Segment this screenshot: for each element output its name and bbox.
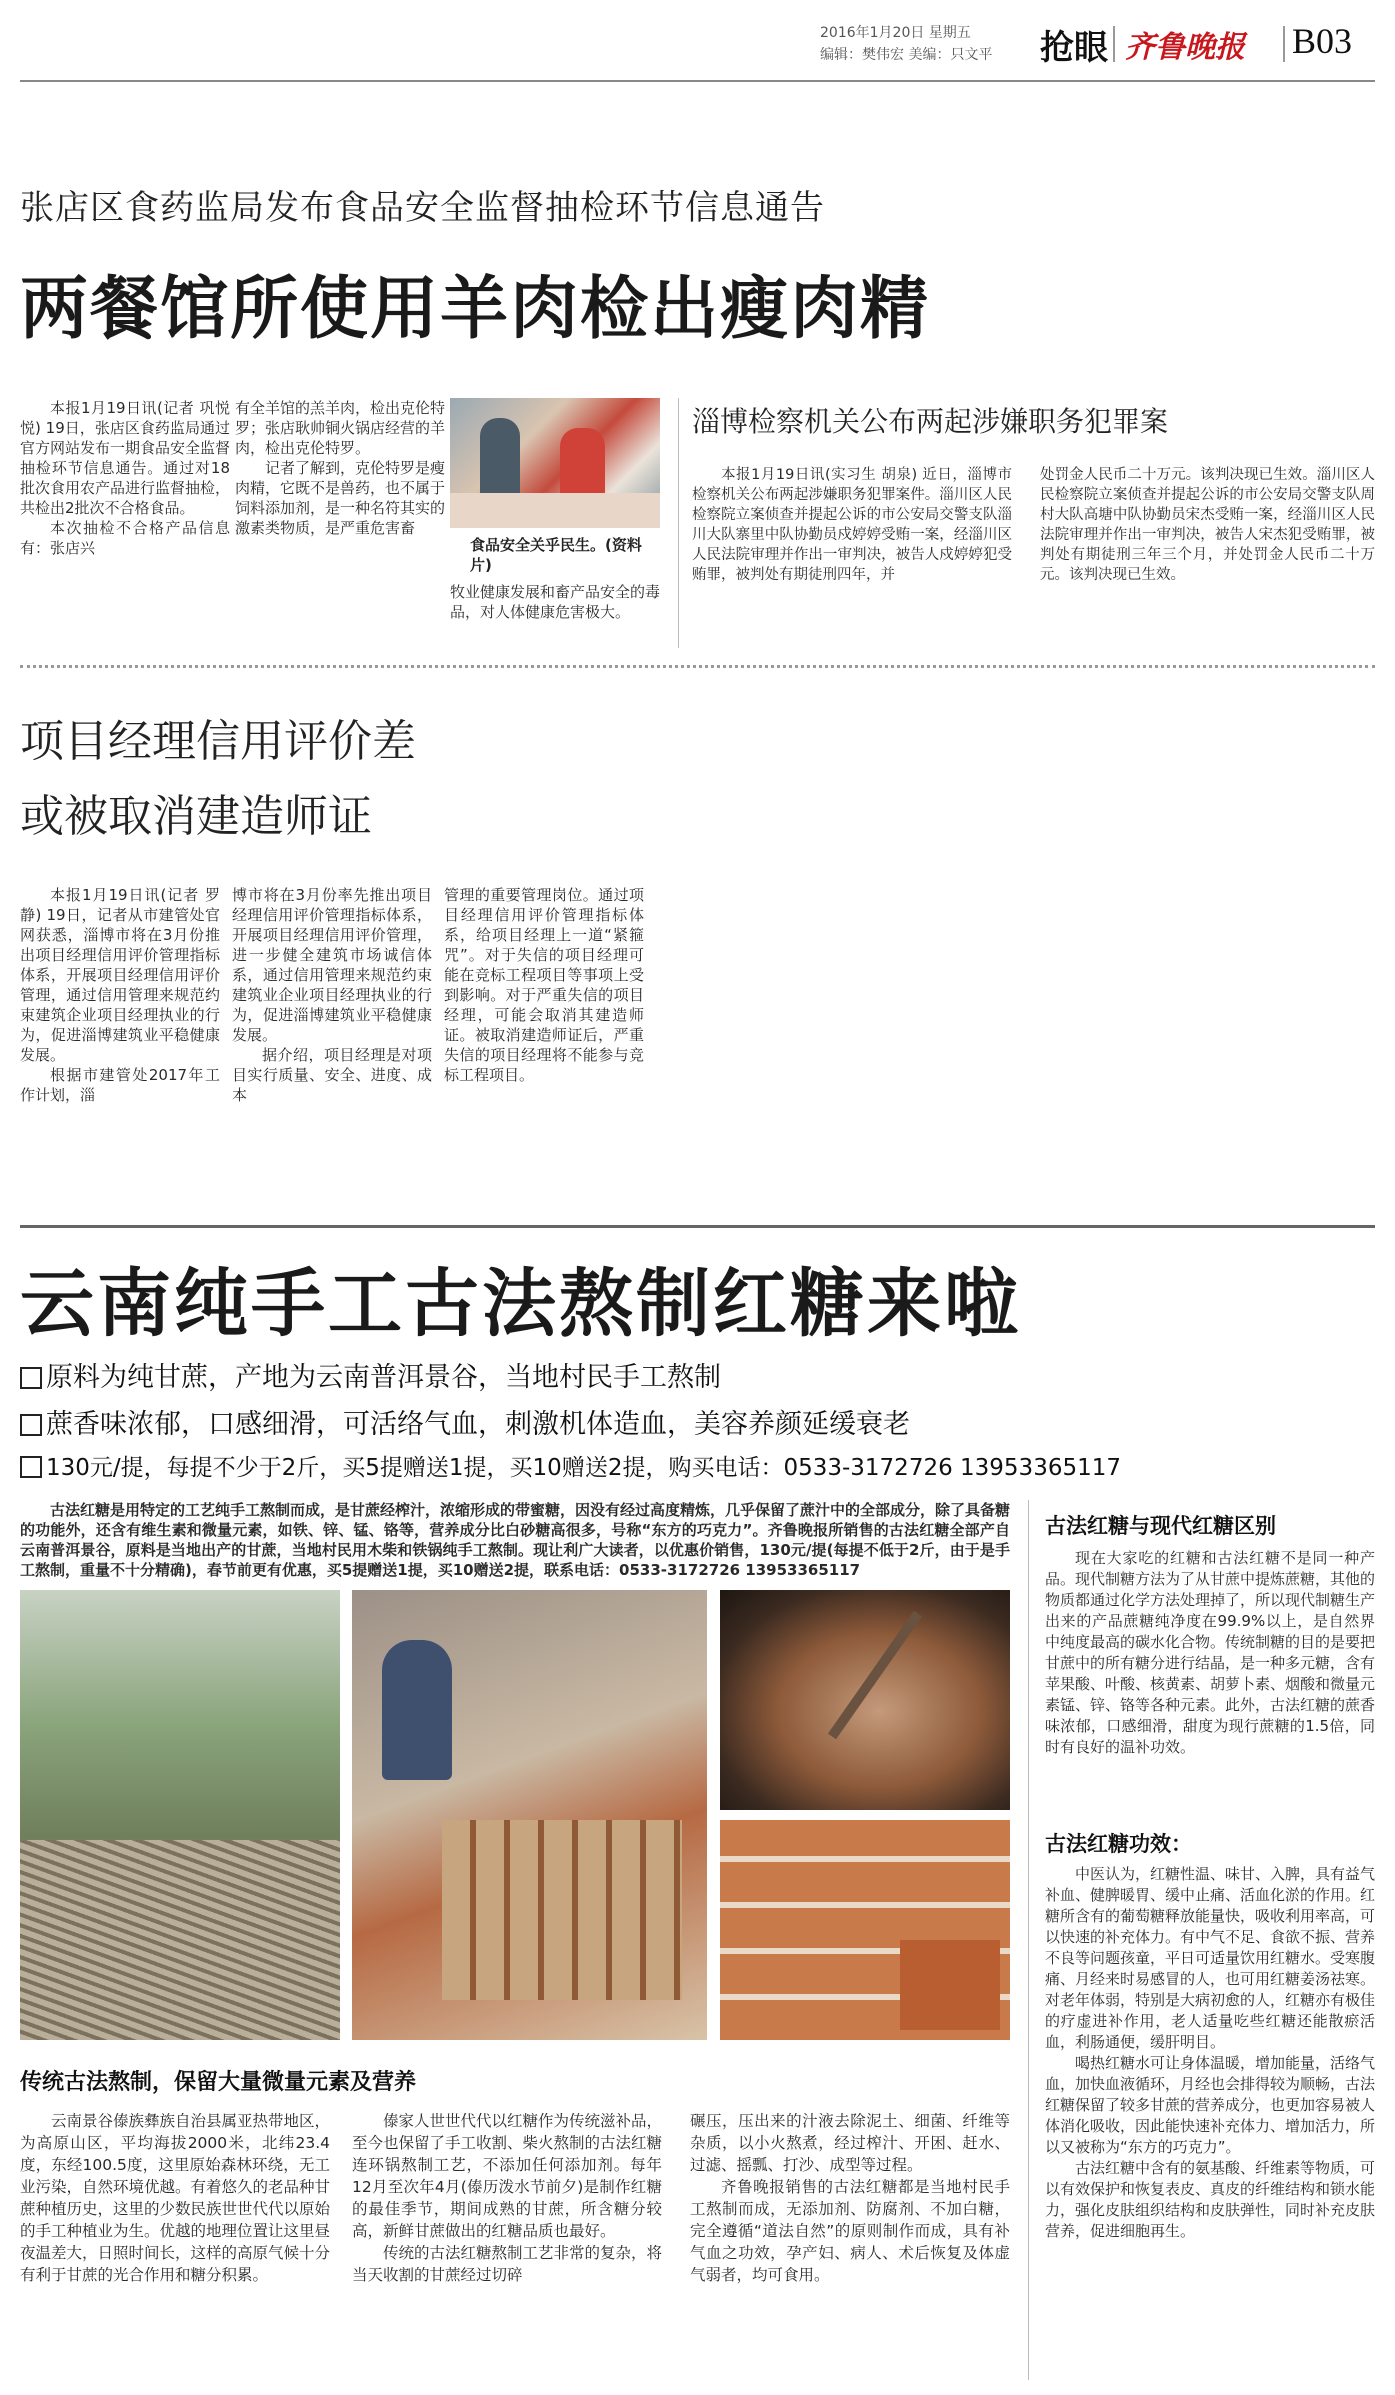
story3-col2: [232, 885, 432, 1105]
ad-body-col2: [352, 2110, 662, 2286]
ad-body-col2-text-b: 传统的古法红糖熬制工艺非常的复杂，将当天收割的甘蔗经过切碎: [352, 2244, 663, 2284]
cut-cane-pile: [20, 1840, 340, 2040]
checkbox-icon: [20, 1367, 42, 1389]
section-name: 抢眼: [1040, 28, 1108, 68]
photo-caption: 食品安全关乎民生。(资料片): [470, 536, 642, 574]
stirring-stick: [828, 1611, 922, 1740]
ad-body-col2-text: 傣家人世世代代以红糖作为传统滋补品，至今也保留了手工收割、柴火熬制的古法红糖连环锅熬制工艺，不添加任何添加剂。每年12月至次年4月(傣历泼水节前夕)是制作红糖的最佳季节，期间成熟的甘蔗，所含糖分较高，新鲜甘蔗做出的红糖品质也最好。: [352, 2112, 663, 2240]
sidebar-text-2-p1: 中医认为，红糖性温、味甘、入脾，具有益气补血、健脾暖胃、缓中止痛、活血化淤的作用。红糖所含有的葡萄糖释放能量快，吸收利用率高，可以快速的补充体力。有中气不足、食欲不振、营养不良等问题孩童，平日可适量饮用红糖水。受寒腹痛、月经来时易感冒的人，也可用红糖姜汤祛寒。对老年体弱，特别是大病初愈的人，红糖亦有极佳的疗虚进补作用，老人适量吃些红糖还能散瘀活血，利肠通便，缓肝明目。: [1045, 1865, 1376, 2051]
ad-body-col3-text: 碾压，压出来的汁液去除泥土、细菌、纤维等杂质，以小火熬煮，经过榨汁、开困、赶水、过滤、摇瓢、打沙、成型等过程。: [690, 2112, 1010, 2174]
ad-body-col1-text: 云南景谷傣族彝族自治县属亚热带地区，为高原山区，平均海拔2000米，北纬23.4度，东经100.5度，这里原始森林环绕，无工业污染，自然环境优越。有着悠久的老品种甘蔗种植历史，这里的少数民族世世代代以原始的手工种植业为生。优越的地理位置让这里昼夜温差大，日照时间长，这样的高原气候十分有利于甘蔗的光合作用和糖分积累。: [20, 2112, 331, 2284]
header-rule: [20, 80, 1375, 82]
ad-bullet-2: [20, 1402, 910, 1441]
sidebar-title-1: 古法红糖与现代红糖区别: [1045, 1514, 1276, 1538]
boiling-pot-photo: [720, 1590, 1010, 1810]
story2-headline: 淄博检察机关公布两起涉嫌职务犯罪案: [692, 405, 1169, 438]
checkbox-icon: [20, 1414, 42, 1436]
sidebar-text-2-p2: 喝热红糖水可让身体温暖，增加能量，活络气血，加快血液循环，月经也会排得较为顺畅，古法红糖保留了较多甘蔗的营养成分，也更加容易被人体消化吸收，因此能快速补充体力、增加活力，所以又被称为“东方的巧克力”。: [1045, 2054, 1376, 2156]
sugarcane-field-photo: [20, 1590, 340, 2040]
sidebar-text-1: [1045, 1548, 1375, 1758]
meat-counter: [450, 493, 660, 528]
story1-col1: [20, 398, 230, 558]
ad-bullet-3: [20, 1449, 1121, 1482]
sugar-block: [900, 1940, 1000, 2030]
sidebar-title-2: 古法红糖功效：: [1045, 1832, 1192, 1856]
story1-col1-text: 本报1月19日讯(记者 巩悦悦) 19日，张店区食药监局通过官方网站发布一期食品安全监督抽检环节信息通告。通过对18批次食用农产品进行监督抽检，共检出2批次不合格食品。: [20, 399, 231, 517]
worker-figure: [382, 1640, 452, 1780]
story3-col3-text: 管理的重要管理岗位。通过项目经理信用评价管理指标体系，给项目经理上一道“紧箍咒”。对于失信的项目经理可能在竞标工程项目等事项上受到影响。对于严重失信的项目经理，可能会取消其建造师证。被取消建造师证后，严重失信的项目经理将不能参与竞标工程项目。: [444, 886, 644, 1084]
market-photo: [450, 398, 660, 528]
story3-col1-text-b: 根据市建管处2017年工作计划，淄: [20, 1066, 220, 1104]
editors-line: 编辑：樊伟宏 美编：只文平: [820, 47, 993, 63]
sidebar-text-2-p3: 古法红糖中含有的氨基酸、纤维素等物质，可以有效保护和恢复表皮、真皮的纤维结构和锁水能力，强化皮肤组织结构和皮肤弹性，同时补充皮肤营养，促进细胞再生。: [1045, 2159, 1376, 2240]
story1-col2: [235, 398, 445, 538]
ad-body-col3: [690, 2110, 1010, 2286]
story2-col1: [692, 465, 1012, 585]
story3-headline-line1: 项目经理信用评价差: [20, 716, 416, 767]
story3-col2-text: 博市将在3月份率先推出项目经理信用评价管理指标体系，开展项目经理信用评价管理，进一步健全建筑市场诚信体系，通过信用管理来规范约束建筑业企业项目经理执业的行为，促进淄博建筑业平稳健康发展。: [232, 886, 432, 1044]
page-header: [0, 0, 1395, 75]
ad-body-col1: [20, 2110, 330, 2286]
story1-col3-text: 牧业健康发展和畜产品安全的毒品，对人体健康危害极大。: [450, 583, 661, 621]
story2-col2-text: 处罚金人民币二十万元。该判决现已生效。淄川区人民检察院立案侦查并提起公诉的市公安局交警支队周村大队高塘中队协勤员宋杰受贿一案，经淄川区人民法院审理并作出一审判决，被告人宋杰犯受贿罪，被判处有期徒刑三年三个月，并处罚金人民币二十万元。该判决现已生效。: [1040, 467, 1375, 583]
story1-kicker: 张店区食药监局发布食品安全监督抽检环节信息通告: [20, 188, 825, 228]
story2-col2: [1040, 465, 1375, 585]
ad-bullet-2-text: 蔗香味浓郁，口感细滑，可活络气血，刺激机体造血，美容养颜延缓衰老: [46, 1409, 910, 1440]
wooden-molds: [442, 1820, 682, 2000]
ad-body-col3-text-b: 齐鲁晚报销售的古法红糖都是当地村民手工熬制而成，无添加剂、防腐剂、不加白糖，完全遵循“道法自然”的原则制作而成，具有补气血之功效，孕产妇、病人、术后恢复及体虚气弱者，均可食用。: [690, 2178, 1010, 2284]
ad-subheading: 传统古法熬制，保留大量微量元素及营养: [20, 2070, 417, 2095]
story1-col2-text-b: 记者了解到，克伦特罗是瘦肉精，它既不是兽药，也不属于饲料添加剂，是一种名符其实的激素类物质，是严重危害畜: [235, 459, 446, 537]
sidebar-text-2: [1045, 1864, 1375, 2242]
ad-intro-text: 古法红糖是用特定的工艺纯手工熬制而成，是甘蔗经榨汁，浓缩形成的带蜜糖，因没有经过高度精炼，几乎保留了蔗汁中的全部成分，除了具备糖的功能外，还含有维生素和微量元素，如铁、锌、锰、铬等，营养成分比白砂糖高很多，号称“东方的巧克力”。齐鲁晚报所销售的古法红糖全部产自云南普洱景谷，原料是当地出产的甘蔗，当地村民用木柴和铁锅纯手工熬制。现让利广大读者，以优惠价销售，130元/提(每提不低于2斤，由于是手工熬制，重量不十分精确)，春节前更有优惠，买5提赠送1提，买10赠送2提，联系电话：0533-3172726 13953365117: [20, 1501, 1011, 1579]
ad-bullet-1-text: 原料为纯甘蔗，产地为云南普洱景谷，当地村民手工熬制: [46, 1362, 721, 1393]
newspaper-logo: 齐鲁晚报: [1125, 30, 1245, 65]
molding-sugar-photo: [352, 1590, 707, 2040]
story1-headline: 两餐馆所使用羊肉检出瘦肉精: [20, 270, 931, 349]
story1-col2-text: 有全羊馆的羔羊肉，检出克伦特罗；张店耿帅铜火锅店经营的羊肉，检出克伦特罗。: [235, 399, 446, 457]
story1-col3: [450, 582, 660, 622]
issue-date: 2016年1月20日 星期五: [820, 25, 971, 41]
sugar-blocks-photo: [720, 1820, 1010, 2040]
story3-headline-line2: 或被取消建造师证: [20, 791, 372, 842]
story3-col2-text-b: 据介绍，项目经理是对项目实行质量、安全、进度、成本: [232, 1046, 432, 1104]
story3-col3: [444, 885, 644, 1085]
ad-headline: 云南纯手工古法熬制红糖来啦: [20, 1261, 1021, 1347]
ad-bullet-3-text: 130元/提，每提不少于2斤，买5提赠送1提，买10赠送2提，购买电话：0533-3172726 13953365117: [46, 1455, 1121, 1481]
story3-col1-text: 本报1月19日讯(记者 罗静) 19日，记者从市建管处官网获悉，淄博市将在3月份推出项目经理信用评价管理指标体系，开展项目经理信用评价管理，通过信用管理来规范约束建筑企业项目经理执业的行为，促进淄博建筑业平稳健康发展。: [20, 886, 220, 1064]
page-number: B03: [1292, 21, 1353, 61]
sidebar-text-1-p: 现在大家吃的红糖和古法红糖不是同一种产品。现代制糖方法为了从甘蔗中提炼蔗糖，其他的物质都通过化学方法处理掉了，所以现代制糖生产出来的产品蔗糖纯净度在99.9%以上，是自然界中纯度最高的碳水化合物。传统制糖的目的是要把甘蔗中的所有糖分进行结晶，是一种多元糖，含有苹果酸、叶酸、核黄素、胡萝卜素、烟酸和微量元素锰、锌、铬等各种元素。此外，古法红糖的蔗香味浓郁，口感细滑，甜度为现行蔗糖的1.5倍，同时有良好的温补功效。: [1045, 1549, 1376, 1756]
story3-col1: [20, 885, 220, 1105]
checkbox-icon: [20, 1456, 42, 1478]
ad-bullet-1: [20, 1355, 721, 1394]
story1-col1-text-b: 本次抽检不合格产品信息有：张店兴: [20, 519, 230, 557]
ad-intro: [20, 1500, 1010, 1580]
story2-col1-text: 本报1月19日讯(实习生 胡泉) 近日，淄博市检察机关公布两起涉嫌职务犯罪案件。淄川区人民检察院立案侦查并提起公诉的市公安局交警支队淄川大队寨里中队协勤员戍婷婷受贿一案，经淄川区人民法院审理并作出一审判决，被告人戍婷婷犯受贿罪，被判处有期徒刑四年，并: [692, 467, 1012, 583]
